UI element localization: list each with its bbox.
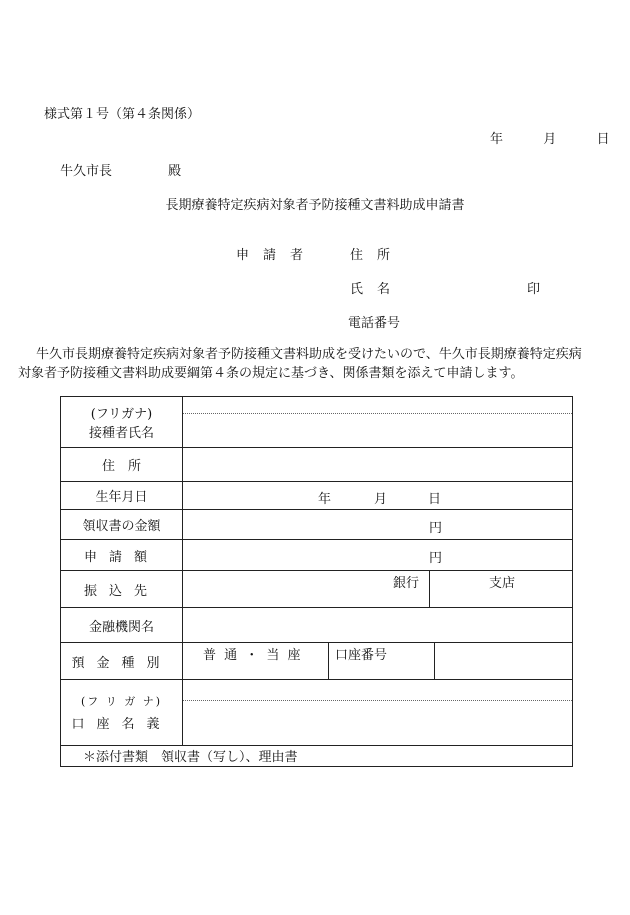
deposit-type-label: 預金種別 [61, 643, 183, 679]
account-number-divider [434, 643, 435, 679]
recipient-name-row [61, 397, 572, 447]
receipt-amount-field[interactable] [183, 510, 572, 539]
address-row [61, 447, 572, 481]
furigana-label: (フリガナ) [90, 407, 153, 422]
yen-unit-apply: 円 [429, 551, 443, 566]
transfer-label: 振込先 [61, 571, 183, 607]
apply-amount-field[interactable] [183, 540, 572, 570]
institution-label: 金融機関名 [61, 608, 183, 642]
account-number-label: 口座番号 [335, 648, 388, 663]
birth-year: 年 [318, 492, 332, 507]
deposit-account-divider [328, 643, 329, 679]
addressee-name: 牛久市長 [60, 164, 113, 179]
recipient-name-field[interactable] [183, 397, 572, 447]
apply-amount-row [61, 539, 572, 570]
institution-row [61, 607, 572, 642]
receipt-amount-label: 領収書の金額 [61, 510, 183, 539]
receipt-amount-row [61, 509, 572, 539]
recipient-name-label: 接種者氏名 [88, 426, 154, 441]
birthdate-row [61, 481, 572, 509]
seal-mark: 印 [527, 282, 541, 297]
bank-label: 銀行 [393, 576, 420, 591]
account-holder-field[interactable] [183, 680, 572, 745]
date-month: 月 [543, 132, 557, 147]
birthdate-field[interactable] [183, 482, 572, 509]
applicant-address-label: 住所 [350, 248, 405, 263]
applicant-name-label: 氏名 [350, 282, 405, 297]
address-label: 住 所 [61, 448, 183, 481]
account-holder-label: 口座名義 [71, 717, 172, 732]
addressee [60, 160, 181, 179]
yen-unit-receipt: 円 [429, 521, 443, 536]
account-holder-label-cell [61, 680, 183, 745]
furigana-divider [183, 413, 572, 414]
recipient-name-label-cell [61, 397, 183, 447]
deposit-options[interactable]: 普 通 ・ 当 座 [203, 648, 303, 663]
attachments-row [61, 745, 572, 766]
apply-amount-label: 申請額 [61, 540, 183, 570]
branch-label: 支店 [489, 576, 516, 591]
form-number: 様式第１号（第４条関係） [44, 107, 201, 122]
deposit-type-row [61, 642, 572, 679]
transfer-field[interactable] [183, 571, 572, 607]
date-line [490, 128, 610, 147]
institution-field[interactable] [183, 608, 572, 642]
address-field[interactable] [183, 448, 572, 481]
applicant-phone-label: 電話番号 [348, 316, 401, 331]
addressee-suffix: 殿 [168, 164, 182, 179]
birth-month: 月 [374, 492, 388, 507]
birthdate-label: 生年月日 [61, 482, 183, 509]
bank-branch-divider [429, 571, 430, 607]
document-title: 長期療養特定疾病対象者予防接種文書料助成申請書 [165, 198, 465, 213]
application-table [60, 396, 573, 767]
date-year: 年 [490, 132, 504, 147]
applicant-label: 申請者 [236, 248, 318, 263]
date-day: 日 [596, 132, 610, 147]
account-furigana-divider [183, 700, 572, 701]
deposit-type-field[interactable] [183, 643, 572, 679]
application-statement: 牛久市長期療養特定疾病対象者予防接種文書料助成を受けたいので、牛久市長期療養特定疾病対象者予防接種文書料助成要綱第４条の規定に基づき、関係書類を添えて申請します。 [18, 347, 582, 381]
account-holder-row [61, 679, 572, 745]
transfer-row [61, 570, 572, 607]
account-furigana-label: (フ リ ガ ナ) [80, 695, 163, 708]
birth-day: 日 [428, 492, 442, 507]
attachments-note: ＊添付書類 領収書（写し）、理由書 [83, 750, 298, 765]
